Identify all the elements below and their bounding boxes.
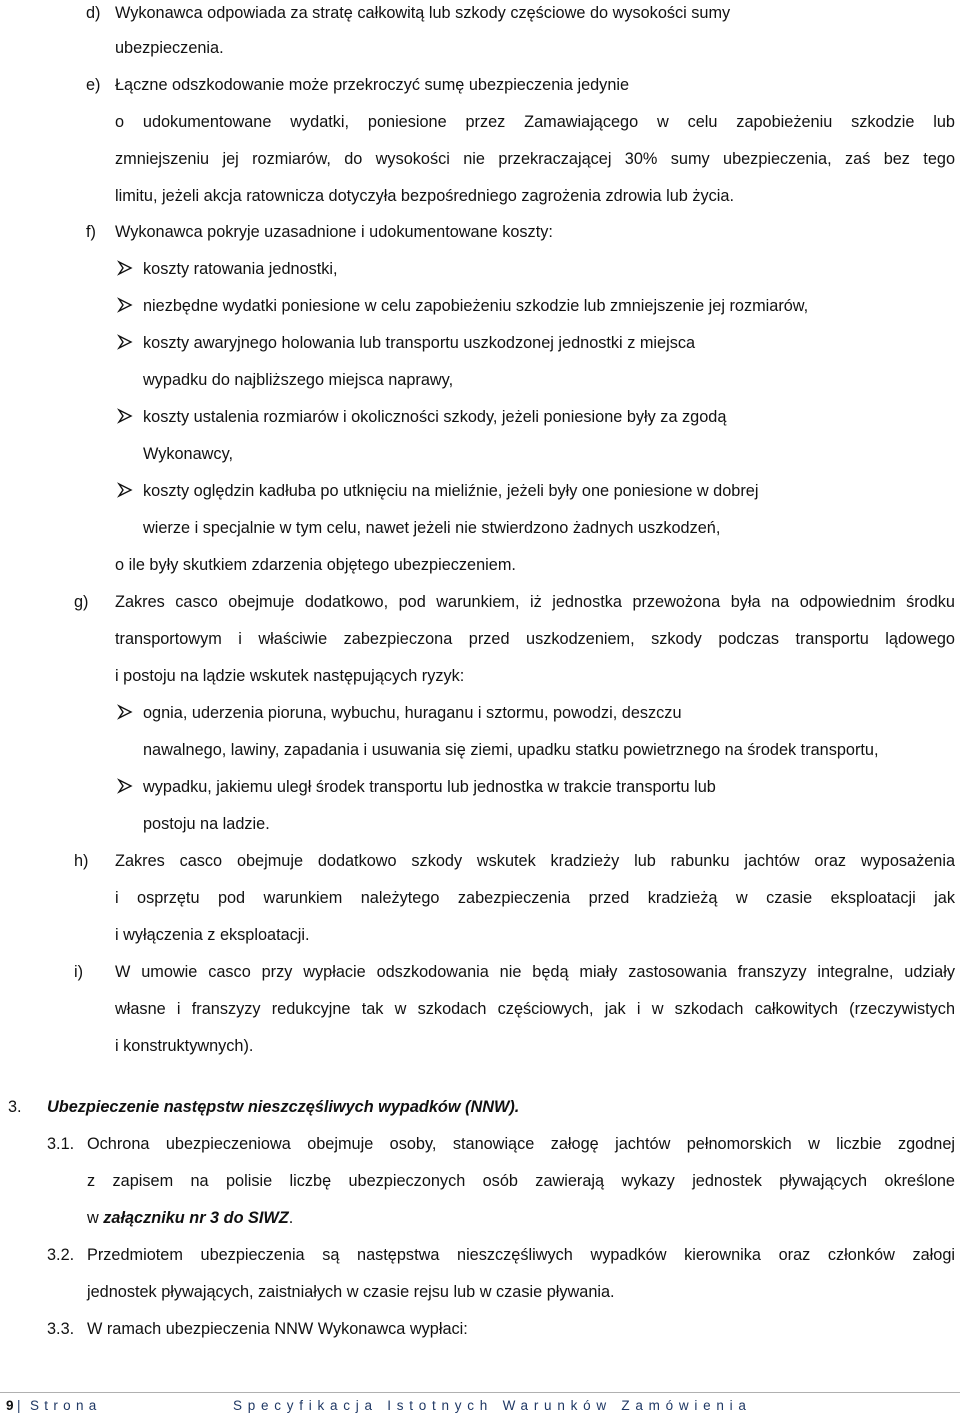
page-number: 9 (6, 1398, 14, 1413)
section-3-2-number: 3.2. (47, 1246, 75, 1264)
item-f-bullet-5-line-2: wierze i specjalnie w tym celu, nawet jeżeli nie stwierdzono żadnych uszkodzeń, (143, 519, 721, 537)
section-3-1-line-3 (87, 1207, 293, 1229)
item-f-closing: o ile były skutkiem zdarzenia objętego ubezpieczeniem. (115, 556, 516, 574)
section-3-3-line-1: W ramach ubezpieczenia NNW Wykonawca wypłaci: (87, 1320, 468, 1338)
item-g-bullet-2-line-1: wypadku, jakiemu uległ środek transportu lub jednostka w trakcie transportu lub (143, 778, 716, 796)
arrowhead-bullet-icon (117, 778, 133, 794)
arrowhead-bullet-icon (117, 482, 133, 498)
item-e-line-2: o udokumentowane wydatki, poniesione przez Zamawiającego w celu zapobieżeniu szkodzie lub (115, 113, 955, 131)
item-d-line-2: ubezpieczenia. (115, 39, 224, 57)
item-g-label: g) (74, 593, 89, 611)
section-3-1-line-1: Ochrona ubezpieczeniowa obejmuje osoby, stanowiące załogę jachtów pełnomorskich w liczbie zgodnej (87, 1135, 955, 1153)
item-h-line-3: i wyłączenia z eksploatacji. (115, 926, 310, 944)
item-i-line-2: własne i franszyzy redukcyjne tak w szkodach częściowych, jak i w szkodach całkowitych (rzeczywistych (115, 1000, 955, 1018)
item-g-line-2: transportowym i właściwie zabezpieczona przed uszkodzeniem, szkody podczas transportu lądowego (115, 630, 955, 648)
item-d-label: d) (86, 4, 101, 22)
section-3-1-line-3-prefix: w (87, 1209, 104, 1227)
item-e-line-1: Łączne odszkodowanie może przekroczyć sumę ubezpieczenia jedynie (115, 76, 630, 94)
page-label: Strona (30, 1398, 102, 1413)
attachment-reference: załączniku nr 3 do SIWZ (103, 1209, 289, 1227)
item-g-line-1: Zakres casco obejmuje dodatkowo, pod warunkiem, iż jednostka przewożona była na odpowiednim środku (115, 593, 955, 611)
item-e-line-4: limitu, jeżeli akcja ratownicza dotyczyła bezpośredniego zagrożenia zdrowia lub życia. (115, 187, 734, 205)
section-3-number: 3. (8, 1098, 22, 1116)
item-f-bullet-3-line-1: koszty awaryjnego holowania lub transportu uszkodzonej jednostki z miejsca (143, 334, 696, 352)
item-g-bullet-2-line-2: postoju na ladzie. (143, 815, 270, 833)
item-g-line-3: i postoju na lądzie wskutek następujących ryzyk: (115, 667, 465, 685)
footer-separator: | (17, 1398, 21, 1413)
item-f-bullet-4-line-2: Wykonawcy, (143, 445, 234, 463)
item-f-bullet-1-line-1: koszty ratowania jednostki, (143, 260, 338, 278)
item-d-line-1: Wykonawca odpowiada za stratę całkowitą lub szkody częściowe do wysokości sumy (115, 4, 731, 22)
item-f-label: f) (86, 223, 96, 241)
item-f-intro: Wykonawca pokryje uzasadnione i udokumentowane koszty: (115, 223, 553, 241)
arrowhead-bullet-icon (117, 297, 133, 313)
item-h-label: h) (74, 852, 89, 870)
item-h-line-2: i osprzętu pod warunkiem należytego zabezpieczenia przed kradzieżą w czasie eksploatacji jak (115, 889, 955, 907)
section-3-1-line-2: z zapisem na polisie liczbę ubezpieczonych osób zawierają wykazy jednostek pływających określone (87, 1172, 955, 1190)
section-3-3-number: 3.3. (47, 1320, 75, 1338)
item-i-line-1: W umowie casco przy wypłacie odszkodowania nie będą miały zastosowania franszyzy integralne, udziały (115, 963, 955, 981)
item-f-bullet-4-line-1: koszty ustalenia rozmiarów i okoliczności szkody, jeżeli poniesione były za zgodą (143, 408, 727, 426)
item-h-line-1: Zakres casco obejmuje dodatkowo szkody wskutek kradzieży lub rabunku jachtów oraz wyposażenia (115, 852, 955, 870)
section-3-1-number: 3.1. (47, 1135, 75, 1153)
item-i-label: i) (74, 963, 84, 981)
item-g-bullet-1-line-1: ognia, uderzenia pioruna, wybuchu, huraganu i sztormu, powodzi, deszczu (143, 704, 682, 722)
arrowhead-bullet-icon (117, 260, 133, 276)
item-i-line-3: i konstruktywnych). (115, 1037, 254, 1055)
section-3-heading: Ubezpieczenie następstw nieszczęśliwych wypadków (NNW). (47, 1098, 520, 1116)
item-e-label: e) (86, 76, 101, 94)
arrowhead-bullet-icon (117, 408, 133, 424)
item-f-bullet-2-line-1: niezbędne wydatki poniesione w celu zapobieżeniu szkodzie lub zmniejszenie jej rozmiarów, (143, 297, 809, 315)
item-f-bullet-3-line-2: wypadku do najbliższego miejsca naprawy, (143, 371, 454, 389)
page-footer (0, 1392, 960, 1419)
document-title: Specyfikacja Istotnych Warunków Zamówienia (233, 1398, 752, 1413)
section-3-1-line-3-suffix: . (288, 1209, 294, 1227)
item-f-bullet-5-line-1: koszty oględzin kadłuba po utknięciu na mieliźnie, jeżeli były one poniesione w dobrej (143, 482, 759, 500)
item-e-line-3: zmniejszeniu jej rozmiarów, do wysokości nie przekraczającej 30% sumy ubezpieczenia, zaś bez tego (115, 150, 955, 168)
arrowhead-bullet-icon (117, 704, 133, 720)
item-g-bullet-1-line-2: nawalnego, lawiny, zapadania i usuwania się ziemi, upadku statku powietrznego na środek transportu, (143, 741, 879, 759)
section-3-2-line-1: Przedmiotem ubezpieczenia są następstwa nieszczęśliwych wypadków kierownika oraz członków załogi (87, 1246, 955, 1264)
arrowhead-bullet-icon (117, 334, 133, 350)
section-3-2-line-2: jednostek pływających, zaistniałych w czasie rejsu lub w czasie pływania. (87, 1283, 615, 1301)
